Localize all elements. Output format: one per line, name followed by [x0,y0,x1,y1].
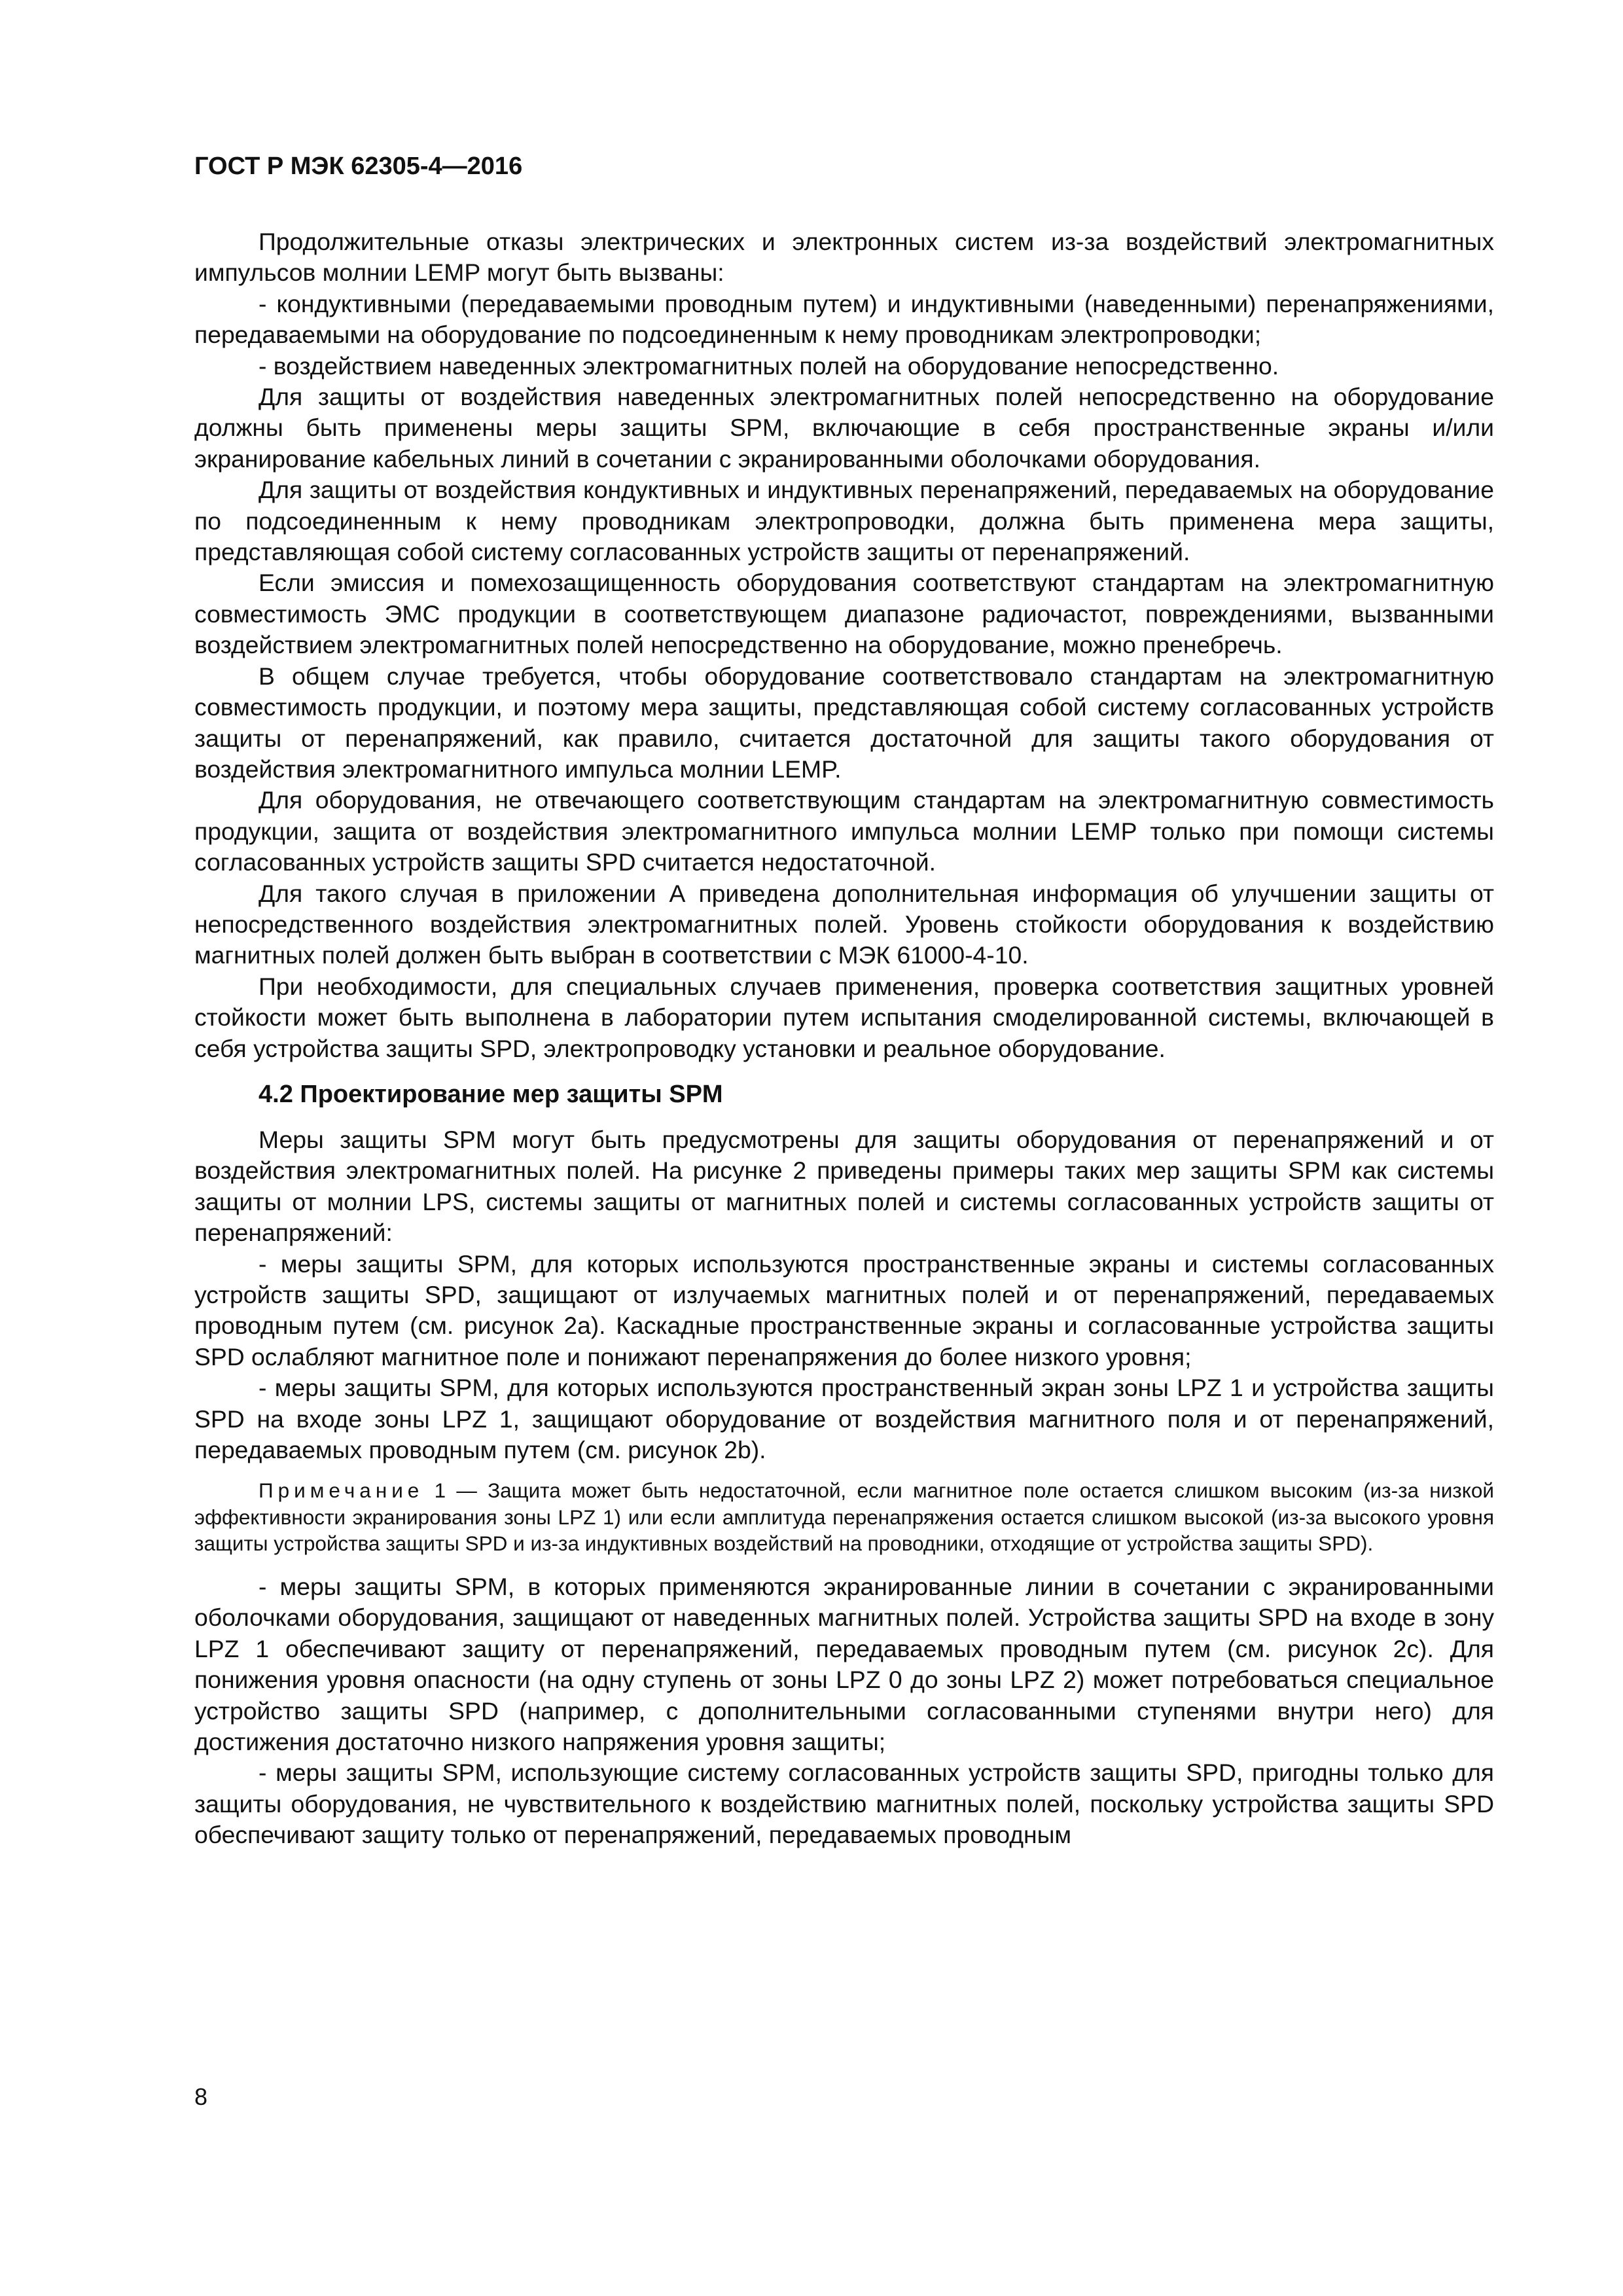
note-text: 1 — Защита может быть недостаточной, если магнитное поле остается слишком высоким (из-за низкой эффективности экранирования зоны LPZ 1) или если амплитуда перенапряжения остается слишком высокой (из-за высокого уровня защиты устройства защиты SPD и из-за индуктивных воздействий на проводники, отходящие от устройства защиты SPD). [194,1479,1494,1556]
paragraph: Меры защиты SPM могут быть предусмотрены для защиты оборудования от перенапряжений и от воздействия электромагнитных полей. На рисунке 2 приведены примеры таких мер защиты SPM как системы защиты от молнии LPS, системы защиты от магнитных полей и системы согласованных устройств защиты от перенапряжений: [194,1125,1494,1247]
paragraph: При необходимости, для специальных случаев применения, проверка соответствия защитных уровней стойкости может быть выполнена в лаборатории путем испытания смоделированной системы, включающей в себя устройства защиты SPD, электропроводку установки и реальное оборудование. [194,972,1494,1062]
note [194,1477,1494,1557]
document-header: ГОСТ Р МЭК 62305-4—2016 [194,152,523,180]
document-page [194,151,1494,1851]
section-intro [194,226,1494,1064]
paragraph: В общем случае требуется, чтобы оборудование соответствовало стандартам на электромагнитную совместимость продукции, и поэтому мера защиты, представляющая собой систему согласованных устройств защиты от перенапряжений, как правило, считается достаточной для защиты такого оборудования от воздействия электромагнитного импульса молнии LEMP. [194,662,1494,783]
paragraph: Если эмиссия и помехозащищенность оборудования соответствуют стандартам на электромагнитную совместимость ЭМС продукции в соответствующем диапазоне радиочастот, повреждениями, вызванными воздействием электромагнитных полей непосредственно на оборудование, можно пренебречь. [194,569,1494,659]
paragraph: Для защиты от воздействия наведенных электромагнитных полей непосредственно на оборудование должны быть применены меры защиты SPM, включающие в себя пространственные экраны и/или экранирование кабельных линий в сочетании с экранированными оболочками оборудования. [194,383,1494,473]
note-label: Примечание [259,1479,424,1503]
paragraph: Для такого случая в приложении А приведена дополнительная информация об улучшении защиты от непосредственного воздействия электромагнитных полей. Уровень стойкости оборудования к воздействию магнитных полей должен быть выбран в соответствии с МЭК 61000-4-10. [194,879,1494,969]
page-number: 8 [194,2083,208,2110]
section-heading: 4.2 Проектирование мер защиты SPM [259,1080,723,1108]
paragraph: Для защиты от воздействия кондуктивных и индуктивных перенапряжений, передаваемых на оборудование по подсоединенным к нему проводникам электропроводки, должна быть применена мера защиты, представляющая собой систему согласованных устройств защиты от перенапряжений. [194,476,1494,566]
paragraph: Для оборудования, не отвечающего соответствующим стандартам на электромагнитную совместимость продукции, защита от воздействия электромагнитного импульса молнии LEMP только при помощи системы согласованных устройств защиты SPD считается недостаточной. [194,786,1494,876]
list-item: - меры защиты SPM, для которых используются пространственные экраны и системы согласованных устройств защиты SPD, защищают от излучаемых магнитных полей и от перенапряжений, передаваемых проводным путем (см. рисунок 2a). Каскадные пространственные экраны и согласованные устройства защиты SPD ослабляют магнитное поле и понижают перенапряжения до более низкого уровня; [194,1249,1494,1371]
paragraph: Продолжительные отказы электрических и электронных систем из-за воздействий электромагнитных импульсов молнии LEMP могут быть вызваны: [194,228,1494,287]
section-spm-design [194,1124,1494,1851]
list-item: - кондуктивными (передаваемыми проводным путем) и индуктивными (наведенными) перенапряжениями, передаваемыми на оборудование по подсоединенным к нему проводникам электропроводки; [194,289,1494,349]
list-item: - меры защиты SPM, использующие систему согласованных устройств защиты SPD, пригодны только для защиты оборудования, не чувствительного к воздействию магнитных полей, поскольку устройства защиты SPD обеспечивают защиту только от перенапряжений, передаваемых проводным [194,1759,1494,1849]
list-item: - меры защиты SPM, для которых используются пространственный экран зоны LPZ 1 и устройства защиты SPD на входе зоны LPZ 1, защищают оборудование от воздействия магнитного поля и от перенапряжений, передаваемых проводным путем (см. рисунок 2b). [194,1374,1494,1464]
list-item: - меры защиты SPM, в которых применяются экранированные линии в сочетании с экранированными оболочками оборудования, защищают от наведенных магнитных полей. Устройства защиты SPD на входе в зону LPZ 1 обеспечивают защиту от перенапряжений, передаваемых проводным путем (см. рисунок 2c). Для понижения уровня опасности (на одну ступень от зоны LPZ 0 до зоны LPZ 2) может потребоваться специальное устройство защиты SPD (например, с дополнительными согласованными ступенями внутри него) для достижения достаточно низкого напряжения уровня защиты; [194,1572,1494,1755]
list-item: - воздействием наведенных электромагнитных полей на оборудование непосредственно. [259,351,1279,380]
